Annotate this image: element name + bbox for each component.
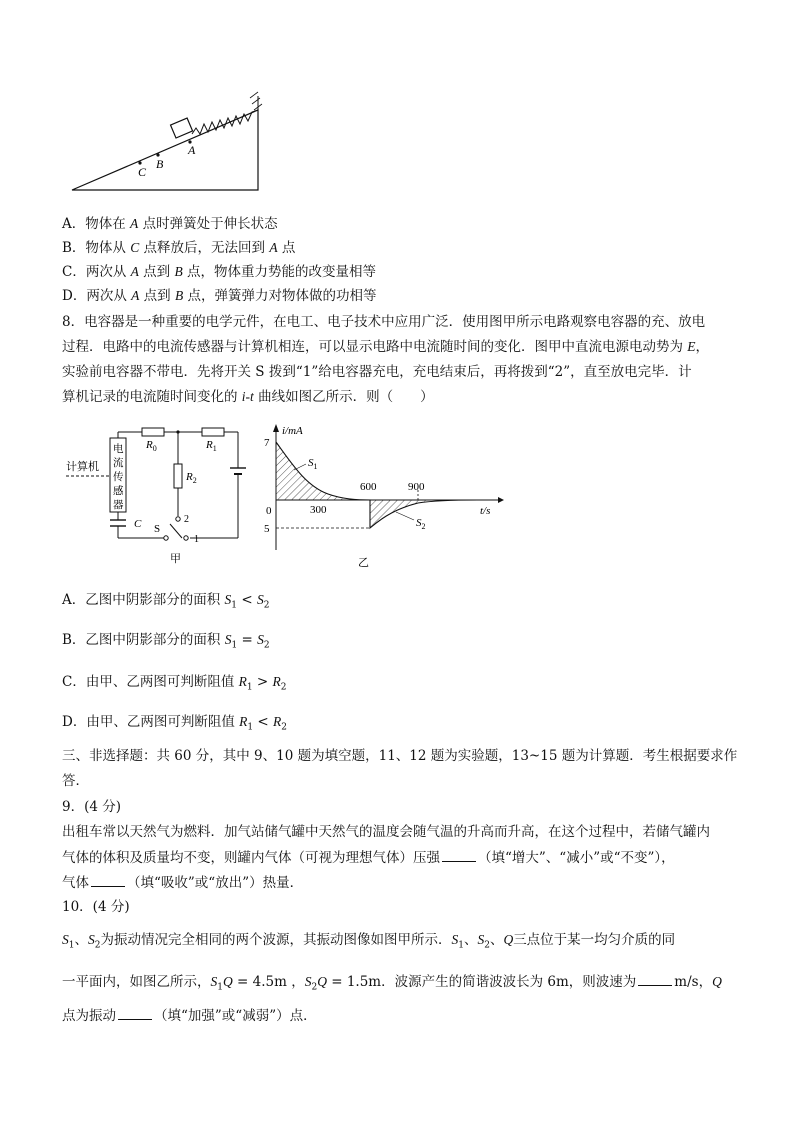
q8-stem-line2: 过程．电路中的电流传感器与计算机相连，可以显示电路中电流随时间的变化．图甲中直流电源电动势为 E， [62, 339, 710, 355]
incline-figure [62, 88, 272, 198]
y-axis-label: i/mA [282, 425, 303, 437]
switch-pos-2: 2 [184, 514, 189, 525]
capacitor-label: C [134, 518, 142, 530]
q10-line1: $S_1$、$S_2$为振动情况完全相同的两个波源，其振动图像如图甲所示．$S_1$、$S_2$、Q三点位于某一均匀介质的同 [62, 932, 676, 951]
q8-stem-line1: 8．电容器是一种重要的电学元件，在电工、电子技术中应用广泛．使用图甲所示电路观察电容器的充、放电 [62, 314, 706, 330]
q9-line3: 气体 （填“吸收”或“放出”）热量． [62, 872, 303, 893]
origin-label: 0 [266, 505, 272, 517]
sensor-char-1: 电 [113, 444, 124, 455]
r1-label: $R_1$ [206, 439, 217, 453]
q9-blank-1[interactable] [442, 847, 476, 862]
section3-line2: 答． [62, 773, 89, 789]
q9-line2: 气体的体积及质量均不变，则罐内气体（可视为理想气体）压强 （填“增大”、“减小”或“不变”）， [62, 847, 675, 868]
sensor-char-3: 传 [113, 472, 124, 483]
switch-pivot [164, 536, 168, 540]
q9-head: 9．(4 分) [62, 799, 122, 815]
s2-label: $S_2$ [416, 517, 426, 531]
q10-blank-2[interactable] [118, 1005, 152, 1020]
graph-caption: 乙 [358, 557, 369, 569]
q8-option-a: A．乙图中阴影部分的面积 $S_1 < S_2$ [62, 592, 270, 611]
area-s1 [276, 442, 350, 500]
x-tick-900: 900 [408, 481, 425, 493]
q8-option-d: D．由甲、乙两图可判断阻值 $R_1 < R_2$ [62, 714, 287, 733]
circuit-diagram [62, 420, 252, 570]
q7-option-d: D．两次从 A 点到 B 点，弹簧弹力对物体做的功相等 [62, 288, 377, 304]
block [171, 118, 193, 138]
y-tick-7: 7 [264, 437, 270, 449]
resistor-r1 [202, 428, 224, 436]
q8-option-b: B．乙图中阴影部分的面积 $S_1 = S_2$ [62, 632, 270, 651]
r0-label: $R_0$ [146, 439, 157, 453]
q8-stem-line3: 实验前电容器不带电．先将开关 S 拨到“1”给电容器充电，充电结束后，再将拨到“2”，直至放电完毕．计 [62, 364, 692, 380]
q7-option-b: B．物体从 C 点释放后，无法回到 A 点 [62, 240, 296, 256]
q10-blank-1[interactable] [638, 971, 672, 986]
computer-label: 计算机 [66, 461, 99, 473]
section3-line1: 三、非选择题：共 60 分，其中 9、10 题为填空题，11、12 题为实验题，13~15 题为计算题．考生根据要求作 [62, 748, 738, 764]
resistor-r2 [174, 464, 182, 488]
switch-blade [170, 524, 182, 538]
r2-label: $R_2$ [186, 471, 197, 485]
q9-line1: 出租车常以天然气为燃料．加气站储气罐中天然气的温度会随气温的升高而升高，在这个过程中，若储气罐内 [62, 824, 710, 840]
q10-head: 10．(4 分) [62, 899, 130, 915]
switch-contact-2 [176, 517, 180, 521]
q9-blank-2[interactable] [91, 872, 125, 887]
current-time-graph [258, 420, 508, 570]
spring [192, 110, 258, 134]
sensor-char-4: 感 [113, 486, 124, 497]
sensor-char-2: 流 [113, 458, 124, 469]
circuit-caption: 甲 [170, 553, 181, 565]
q10-line3: 点为振动 （填“加强”或“减弱”）点． [62, 1005, 317, 1026]
label-b: B [156, 157, 164, 171]
s1-label: $S_1$ [308, 457, 318, 471]
q7-option-a: A．物体在 A 点时弹簧处于伸长状态 [62, 216, 278, 232]
x-tick-600: 600 [360, 481, 377, 493]
x-axis-label: t/s [480, 505, 491, 517]
switch-label: S [154, 523, 161, 535]
switch-pos-1: 1 [194, 534, 199, 545]
q7-option-c: C．两次从 A 点到 B 点，物体重力势能的改变量相等 [62, 264, 377, 280]
q8-stem-line4: 算机记录的电流随时间变化的 i-t 曲线如图乙所示．则（ ） [62, 389, 434, 405]
q8-option-c: C．由甲、乙两图可判断阻值 $R_1 > R_2$ [62, 674, 287, 693]
q10-line2: 一平面内，如图乙所示，$S_1Q = 4.5m$ ，$S_2Q = 1.5m$．波源产生的简谐波波长为 6m，则波速为 m/s，Q [62, 971, 722, 998]
y-tick-5: 5 [264, 523, 270, 535]
sensor-char-5: 器 [113, 500, 124, 511]
label-c: C [138, 165, 147, 179]
resistor-r0 [142, 428, 164, 436]
x-tick-300: 300 [310, 504, 327, 516]
switch-contact-1 [184, 536, 188, 540]
label-a: A [188, 143, 196, 157]
